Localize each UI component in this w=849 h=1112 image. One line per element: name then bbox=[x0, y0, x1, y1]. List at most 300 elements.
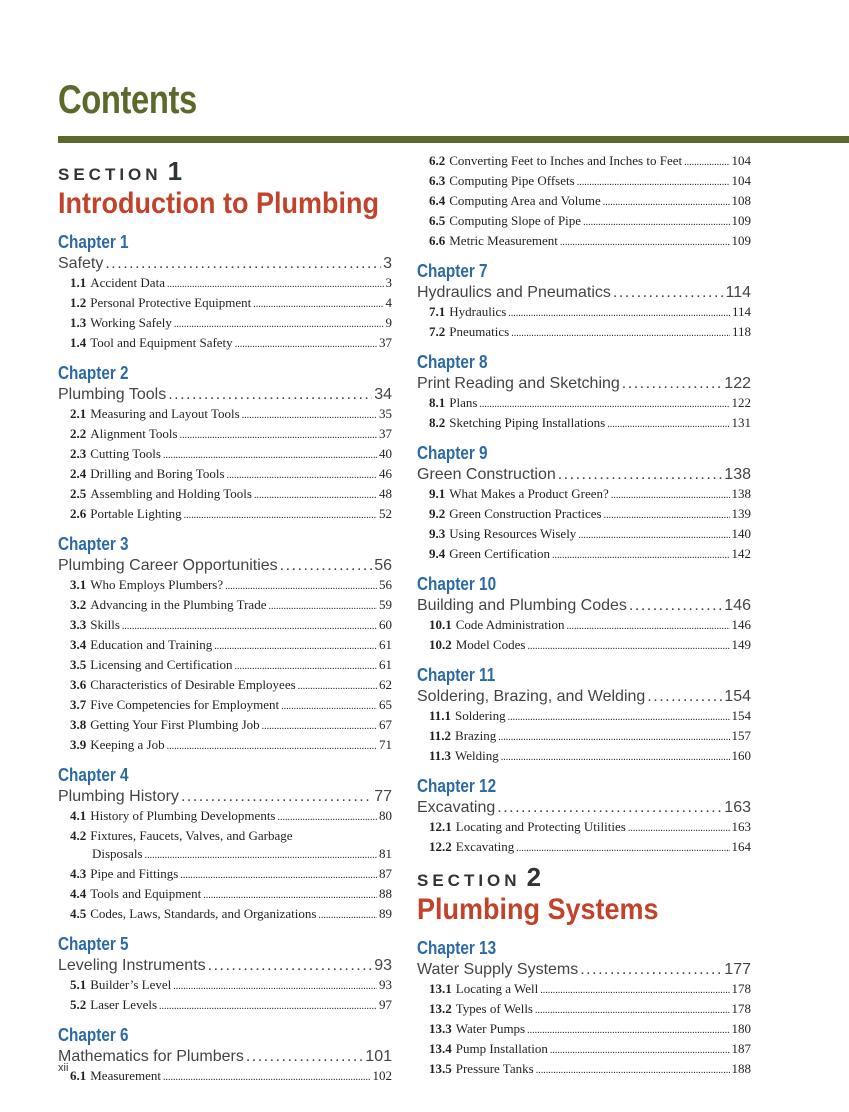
subsection-title: Drilling and Boring Tools bbox=[90, 466, 225, 481]
subsection-entry[interactable] bbox=[58, 465, 392, 485]
chapter-page: 177 bbox=[724, 961, 751, 978]
subsection-entry[interactable] bbox=[417, 192, 751, 212]
subsection-page: 93 bbox=[379, 977, 392, 992]
subsection-page: 71 bbox=[379, 737, 392, 752]
subsection-title: Water Pumps bbox=[455, 1021, 526, 1036]
subsection-page: 4 bbox=[385, 295, 392, 310]
dot-leader bbox=[603, 194, 730, 212]
subsection-title: What Makes a Product Green? bbox=[449, 486, 609, 501]
subsection-number: 1.2 bbox=[70, 295, 87, 310]
dot-leader bbox=[479, 396, 729, 414]
subsection-number: 10.2 bbox=[429, 637, 452, 652]
subsection-title: Getting Your First Plumbing Job bbox=[90, 717, 260, 732]
dot-leader bbox=[181, 786, 372, 807]
subsection-entry[interactable] bbox=[58, 807, 392, 827]
subsection-entry[interactable] bbox=[58, 616, 392, 636]
dot-leader bbox=[558, 464, 723, 485]
dot-leader bbox=[242, 407, 377, 425]
subsection-entry[interactable] bbox=[417, 232, 751, 252]
chapter-page: 101 bbox=[365, 1048, 392, 1065]
subsection-page: 62 bbox=[379, 677, 392, 692]
chapter-label[interactable]: Chapter 6 bbox=[58, 1025, 129, 1045]
subsection-entry[interactable] bbox=[417, 152, 751, 172]
subsection-entry[interactable] bbox=[417, 212, 751, 232]
subsection-page: 142 bbox=[731, 546, 751, 561]
subsection-page: 122 bbox=[731, 395, 751, 410]
subsection-page: 37 bbox=[379, 426, 392, 441]
dot-leader bbox=[122, 618, 377, 636]
subsection-number: 4.2 bbox=[70, 828, 87, 843]
subsection-entry[interactable] bbox=[417, 323, 751, 343]
dot-leader bbox=[622, 373, 723, 394]
subsection-entry[interactable] bbox=[417, 747, 751, 767]
subsection-title: Green Construction Practices bbox=[449, 506, 602, 521]
dot-leader bbox=[180, 427, 377, 445]
chapter-label[interactable]: Chapter 5 bbox=[58, 934, 129, 954]
dot-leader bbox=[508, 305, 730, 323]
dot-leader bbox=[629, 595, 722, 616]
subsection-entry[interactable] bbox=[58, 885, 392, 905]
dot-leader bbox=[535, 1002, 730, 1020]
subsection-entry[interactable] bbox=[417, 1000, 751, 1020]
subsection-title: Computing Pipe Offsets bbox=[449, 173, 575, 188]
chapter-entry[interactable] bbox=[417, 797, 751, 818]
subsection-title: Measurement bbox=[90, 1068, 162, 1083]
subsection-page: 178 bbox=[731, 981, 751, 996]
subsection-number: 9.1 bbox=[429, 486, 446, 501]
subsection-title: Tool and Equipment Safety bbox=[90, 335, 233, 350]
subsection-page: 104 bbox=[731, 153, 751, 168]
subsection-number: 3.3 bbox=[70, 617, 87, 632]
subsection-title: Characteristics of Desirable Employees bbox=[90, 677, 296, 692]
chapter-title: Print Reading and Sketching bbox=[417, 375, 620, 392]
subsection-number: 11.1 bbox=[429, 708, 452, 723]
subsection-entry[interactable] bbox=[58, 696, 392, 716]
subsection-page: 139 bbox=[731, 506, 751, 521]
subsection-page: 157 bbox=[731, 728, 751, 743]
subsection-title: Hydraulics bbox=[449, 304, 507, 319]
dot-leader bbox=[501, 749, 730, 767]
subsection-entry[interactable] bbox=[417, 525, 751, 545]
subsection-number: 6.6 bbox=[429, 233, 446, 248]
subsection-entry[interactable] bbox=[417, 636, 751, 656]
subsection-entry[interactable] bbox=[58, 736, 392, 756]
chapter-label[interactable]: Chapter 4 bbox=[58, 765, 129, 785]
subsection-title: Tools and Equipment bbox=[90, 886, 202, 901]
subsection-entry[interactable] bbox=[417, 707, 751, 727]
dot-leader bbox=[174, 316, 384, 334]
subsection-page: 160 bbox=[731, 748, 751, 763]
chapter-title: Plumbing History bbox=[58, 788, 179, 805]
chapter-entry[interactable] bbox=[58, 253, 392, 274]
subsection-entry[interactable] bbox=[58, 445, 392, 465]
subsection-entry[interactable] bbox=[417, 505, 751, 525]
chapter-entry[interactable] bbox=[417, 282, 751, 303]
subsection-page: 109 bbox=[731, 213, 751, 228]
subsection-title: Sketching Piping Installations bbox=[449, 415, 606, 430]
subsection-entry[interactable] bbox=[58, 827, 392, 865]
chapter-entry[interactable] bbox=[58, 555, 392, 576]
dot-leader bbox=[253, 296, 383, 314]
subsection-number: 6.4 bbox=[429, 193, 446, 208]
chapter-page: 114 bbox=[725, 284, 751, 301]
subsection-page: 146 bbox=[731, 617, 751, 632]
subsection-page: 46 bbox=[379, 466, 392, 481]
subsection-page: 59 bbox=[379, 597, 392, 612]
subsection-title: Laser Levels bbox=[90, 997, 158, 1012]
subsection-number: 3.6 bbox=[70, 677, 87, 692]
subsection-page: 164 bbox=[731, 839, 751, 854]
dot-leader bbox=[145, 847, 377, 865]
subsection-number: 7.1 bbox=[429, 304, 446, 319]
chapter-label[interactable]: Chapter 13 bbox=[417, 938, 497, 958]
subsection-entry[interactable] bbox=[417, 980, 751, 1000]
subsection-title: Pump Installation bbox=[455, 1041, 548, 1056]
subsection-page: 61 bbox=[379, 657, 392, 672]
subsection-title: Pipe and Fittings bbox=[90, 866, 179, 881]
chapter-title: Building and Plumbing Codes bbox=[417, 597, 627, 614]
subsection-entry[interactable] bbox=[417, 838, 751, 858]
subsection-entry[interactable] bbox=[417, 303, 751, 323]
subsection-entry[interactable] bbox=[58, 294, 392, 314]
section-label: SECTION bbox=[58, 165, 162, 184]
subsection-entry[interactable] bbox=[58, 1067, 392, 1087]
dot-leader bbox=[516, 840, 729, 858]
subsection-page: 88 bbox=[379, 886, 392, 901]
subsection-number: 12.1 bbox=[429, 819, 452, 834]
subsection-page: 67 bbox=[379, 717, 392, 732]
subsection-number: 9.4 bbox=[429, 546, 446, 561]
chapter-entry[interactable] bbox=[58, 955, 392, 976]
subsection-title: Model Codes bbox=[455, 637, 526, 652]
subsection-title: Metric Measurement bbox=[449, 233, 558, 248]
subsection-title: Computing Area and Volume bbox=[449, 193, 601, 208]
subsection-number: 2.6 bbox=[70, 506, 87, 521]
dot-leader bbox=[167, 276, 384, 294]
subsection-number: 2.4 bbox=[70, 466, 87, 481]
chapter-label[interactable]: Chapter 8 bbox=[417, 352, 488, 372]
dot-leader bbox=[647, 686, 722, 707]
chapter-page: 163 bbox=[724, 799, 751, 816]
subsection-number: 6.5 bbox=[429, 213, 446, 228]
subsection-title: Portable Lighting bbox=[90, 506, 182, 521]
subsection-entry[interactable] bbox=[417, 1040, 751, 1060]
subsection-page: 60 bbox=[379, 617, 392, 632]
dot-leader bbox=[536, 1062, 730, 1080]
subsection-page: 178 bbox=[731, 1001, 751, 1016]
subsection-entry[interactable] bbox=[58, 576, 392, 596]
subsection-number: 5.1 bbox=[70, 977, 87, 992]
dot-leader bbox=[318, 907, 377, 925]
chapter-page: 3 bbox=[383, 255, 392, 272]
dot-leader bbox=[262, 718, 377, 736]
subsection-page: 118 bbox=[731, 324, 751, 339]
subsection-page: 65 bbox=[379, 697, 392, 712]
subsection-page: 52 bbox=[379, 506, 392, 521]
chapter-label[interactable]: Chapter 11 bbox=[417, 665, 496, 685]
section-title: Introduction to Plumbing bbox=[58, 187, 379, 220]
dot-leader bbox=[604, 507, 730, 525]
subsection-entry[interactable] bbox=[417, 818, 751, 838]
subsection-number: 3.5 bbox=[70, 657, 87, 672]
subsection-entry[interactable] bbox=[417, 172, 751, 192]
subsection-page: 89 bbox=[379, 906, 392, 921]
dot-leader bbox=[497, 797, 722, 818]
subsection-entry[interactable] bbox=[417, 414, 751, 434]
dot-leader bbox=[268, 598, 377, 616]
subsection-entry[interactable] bbox=[417, 1020, 751, 1040]
dot-leader bbox=[566, 618, 729, 636]
subsection-number: 2.3 bbox=[70, 446, 87, 461]
dot-leader bbox=[159, 998, 377, 1016]
page-number: xii bbox=[58, 1062, 69, 1074]
subsection-page: 56 bbox=[379, 577, 392, 592]
dot-leader bbox=[560, 234, 730, 252]
subsection-number: 5.2 bbox=[70, 997, 87, 1012]
subsection-title: Alignment Tools bbox=[90, 426, 178, 441]
dot-leader bbox=[246, 1046, 363, 1067]
subsection-title: Types of Wells bbox=[455, 1001, 533, 1016]
chapter-title: Hydraulics and Pneumatics bbox=[417, 284, 611, 301]
subsection-title: Plans bbox=[449, 395, 478, 410]
chapter-entry[interactable] bbox=[417, 373, 751, 394]
subsection-entry[interactable] bbox=[58, 405, 392, 425]
subsection-number: 1.4 bbox=[70, 335, 87, 350]
subsection-entry[interactable] bbox=[58, 716, 392, 736]
chapter-page: 93 bbox=[374, 957, 392, 974]
dot-leader bbox=[214, 638, 377, 656]
toc-column-left bbox=[58, 152, 392, 1087]
subsection-number: 12.2 bbox=[429, 839, 452, 854]
dot-leader bbox=[578, 527, 729, 545]
subsection-title: Locating a Well bbox=[455, 981, 539, 996]
subsection-title: Green Certification bbox=[449, 546, 550, 561]
chapter-page: 34 bbox=[374, 386, 392, 403]
chapter-title: Mathematics for Plumbers bbox=[58, 1048, 244, 1065]
chapter-label[interactable]: Chapter 1 bbox=[58, 232, 129, 252]
subsection-number: 4.4 bbox=[70, 886, 87, 901]
chapter-label[interactable]: Chapter 7 bbox=[417, 261, 488, 281]
chapter-page: 146 bbox=[724, 597, 751, 614]
subsection-title: Fixtures, Faucets, Valves, and Garbage bbox=[90, 828, 293, 843]
subsection-title: Computing Slope of Pipe bbox=[449, 213, 582, 228]
dot-leader bbox=[613, 282, 724, 303]
subsection-title: Soldering bbox=[455, 708, 506, 723]
subsection-number: 13.4 bbox=[429, 1041, 452, 1056]
chapter-entry[interactable] bbox=[58, 1046, 392, 1067]
subsection-number: 2.5 bbox=[70, 486, 87, 501]
dot-leader bbox=[254, 487, 377, 505]
subsection-title: Codes, Laws, Standards, and Organizations bbox=[90, 906, 317, 921]
subsection-entry[interactable] bbox=[417, 727, 751, 747]
subsection-entry[interactable] bbox=[58, 596, 392, 616]
subsection-page: 102 bbox=[372, 1068, 392, 1083]
subsection-number: 3.7 bbox=[70, 697, 87, 712]
chapter-title: Excavating bbox=[417, 799, 496, 816]
subsection-title: Locating and Protecting Utilities bbox=[455, 819, 626, 834]
chapter-title: Green Construction bbox=[417, 466, 556, 483]
chapter-title: Leveling Instruments bbox=[58, 957, 206, 974]
subsection-title: Builder’s Level bbox=[90, 977, 172, 992]
subsection-number: 4.1 bbox=[70, 808, 87, 823]
subsection-page: 87 bbox=[379, 866, 392, 881]
dot-leader bbox=[527, 1022, 729, 1040]
chapter-entry[interactable] bbox=[58, 786, 392, 807]
subsection-title: Using Resources Wisely bbox=[449, 526, 577, 541]
subsection-title-cont: Disposals bbox=[92, 846, 143, 861]
subsection-entry[interactable] bbox=[58, 656, 392, 676]
subsection-number: 13.1 bbox=[429, 981, 452, 996]
dot-leader bbox=[580, 959, 722, 980]
subsection-entry[interactable] bbox=[58, 334, 392, 354]
subsection-number: 7.2 bbox=[429, 324, 446, 339]
dot-leader bbox=[583, 214, 729, 232]
chapter-entry[interactable] bbox=[58, 384, 392, 405]
subsection-page: 163 bbox=[731, 819, 751, 834]
chapter-label[interactable]: Chapter 10 bbox=[417, 574, 497, 594]
subsection-number: 3.9 bbox=[70, 737, 87, 752]
subsection-title: Converting Feet to Inches and Inches to Feet bbox=[449, 153, 683, 168]
subsection-title: Code Administration bbox=[455, 617, 565, 632]
chapter-entry[interactable] bbox=[417, 686, 751, 707]
dot-leader bbox=[527, 638, 729, 656]
section-number: 1 bbox=[167, 156, 183, 186]
subsection-number: 10.1 bbox=[429, 617, 452, 632]
title-rule bbox=[58, 136, 849, 143]
dot-leader bbox=[280, 555, 373, 576]
subsection-title: Brazing bbox=[455, 728, 497, 743]
subsection-number: 13.5 bbox=[429, 1061, 452, 1076]
subsection-entry[interactable] bbox=[58, 636, 392, 656]
subsection-number: 9.2 bbox=[429, 506, 446, 521]
subsection-entry[interactable] bbox=[417, 616, 751, 636]
subsection-number: 11.3 bbox=[429, 748, 452, 763]
chapter-entry[interactable] bbox=[417, 595, 751, 616]
dot-leader bbox=[278, 809, 378, 827]
subsection-title: Measuring and Layout Tools bbox=[90, 406, 240, 421]
subsection-title: Welding bbox=[455, 748, 499, 763]
subsection-entry[interactable] bbox=[58, 976, 392, 996]
subsection-title: Pressure Tanks bbox=[455, 1061, 534, 1076]
page-title: Contents bbox=[58, 78, 197, 122]
subsection-page: 140 bbox=[731, 526, 751, 541]
subsection-page: 48 bbox=[379, 486, 392, 501]
subsection-entry[interactable] bbox=[417, 394, 751, 414]
subsection-entry[interactable] bbox=[58, 505, 392, 525]
chapter-page: 122 bbox=[724, 375, 751, 392]
dot-leader bbox=[628, 820, 730, 838]
chapter-entry[interactable] bbox=[417, 959, 751, 980]
subsection-entry[interactable] bbox=[58, 314, 392, 334]
chapter-entry[interactable] bbox=[417, 464, 751, 485]
chapter-page: 77 bbox=[374, 788, 392, 805]
subsection-entry[interactable] bbox=[58, 676, 392, 696]
subsection-page: 40 bbox=[379, 446, 392, 461]
subsection-number: 2.1 bbox=[70, 406, 87, 421]
dot-leader bbox=[163, 447, 377, 465]
section-heading bbox=[417, 862, 751, 893]
subsection-page: 35 bbox=[379, 406, 392, 421]
chapter-page: 56 bbox=[374, 557, 392, 574]
dot-leader bbox=[168, 384, 372, 405]
subsection-title: Accident Data bbox=[90, 275, 165, 290]
subsection-number: 2.2 bbox=[70, 426, 87, 441]
subsection-number: 3.2 bbox=[70, 597, 87, 612]
dot-leader bbox=[508, 709, 730, 727]
subsection-page: 9 bbox=[385, 315, 392, 330]
subsection-number: 3.4 bbox=[70, 637, 87, 652]
subsection-title: Assembling and Holding Tools bbox=[90, 486, 252, 501]
subsection-entry[interactable] bbox=[417, 485, 751, 505]
dot-leader bbox=[225, 578, 377, 596]
subsection-entry[interactable] bbox=[58, 274, 392, 294]
dot-leader bbox=[577, 174, 730, 192]
chapter-label[interactable]: Chapter 9 bbox=[417, 443, 488, 463]
subsection-entry[interactable] bbox=[417, 545, 751, 565]
dot-leader bbox=[105, 253, 381, 274]
chapter-label[interactable]: Chapter 3 bbox=[58, 534, 129, 554]
subsection-page: 138 bbox=[731, 486, 751, 501]
subsection-entry[interactable] bbox=[58, 865, 392, 885]
subsection-page: 80 bbox=[379, 808, 392, 823]
subsection-title: Personal Protective Equipment bbox=[90, 295, 252, 310]
subsection-number: 9.3 bbox=[429, 526, 446, 541]
chapter-title: Plumbing Tools bbox=[58, 386, 167, 403]
subsection-entry[interactable] bbox=[417, 1060, 751, 1080]
dot-leader bbox=[540, 982, 729, 1000]
dot-leader bbox=[180, 867, 377, 885]
subsection-entry[interactable] bbox=[58, 485, 392, 505]
section-heading bbox=[58, 156, 392, 187]
subsection-number: 4.5 bbox=[70, 906, 87, 921]
chapter-title: Water Supply Systems bbox=[417, 961, 579, 978]
chapter-label[interactable]: Chapter 2 bbox=[58, 363, 129, 383]
subsection-page: 154 bbox=[731, 708, 751, 723]
dot-leader bbox=[552, 547, 730, 565]
subsection-title: Education and Training bbox=[90, 637, 213, 652]
subsection-number: 13.3 bbox=[429, 1021, 452, 1036]
subsection-title: Five Competencies for Employment bbox=[90, 697, 280, 712]
subsection-number: 4.3 bbox=[70, 866, 87, 881]
dot-leader bbox=[167, 738, 377, 756]
subsection-number: 6.1 bbox=[70, 1068, 87, 1083]
chapter-title: Safety bbox=[58, 255, 104, 272]
dot-leader bbox=[298, 678, 377, 696]
chapter-page: 154 bbox=[724, 688, 751, 705]
subsection-number: 11.2 bbox=[429, 728, 452, 743]
subsection-number: 3.8 bbox=[70, 717, 87, 732]
subsection-page: 108 bbox=[731, 193, 751, 208]
section-label: SECTION bbox=[417, 871, 521, 890]
subsection-title: Cutting Tools bbox=[90, 446, 161, 461]
subsection-number: 8.2 bbox=[429, 415, 446, 430]
subsection-number: 13.2 bbox=[429, 1001, 452, 1016]
subsection-entry[interactable] bbox=[58, 996, 392, 1016]
subsection-entry[interactable] bbox=[58, 905, 392, 925]
subsection-page: 180 bbox=[731, 1021, 751, 1036]
subsection-entry[interactable] bbox=[58, 425, 392, 445]
dot-leader bbox=[611, 487, 730, 505]
chapter-label[interactable]: Chapter 12 bbox=[417, 776, 497, 796]
subsection-title: Licensing and Certification bbox=[90, 657, 233, 672]
subsection-page: 61 bbox=[379, 637, 392, 652]
chapter-title: Soldering, Brazing, and Welding bbox=[417, 688, 646, 705]
subsection-page: 37 bbox=[379, 335, 392, 350]
section-title: Plumbing Systems bbox=[417, 893, 659, 926]
subsection-page: 3 bbox=[385, 275, 392, 290]
dot-leader bbox=[234, 658, 377, 676]
subsection-page: 97 bbox=[379, 997, 392, 1012]
